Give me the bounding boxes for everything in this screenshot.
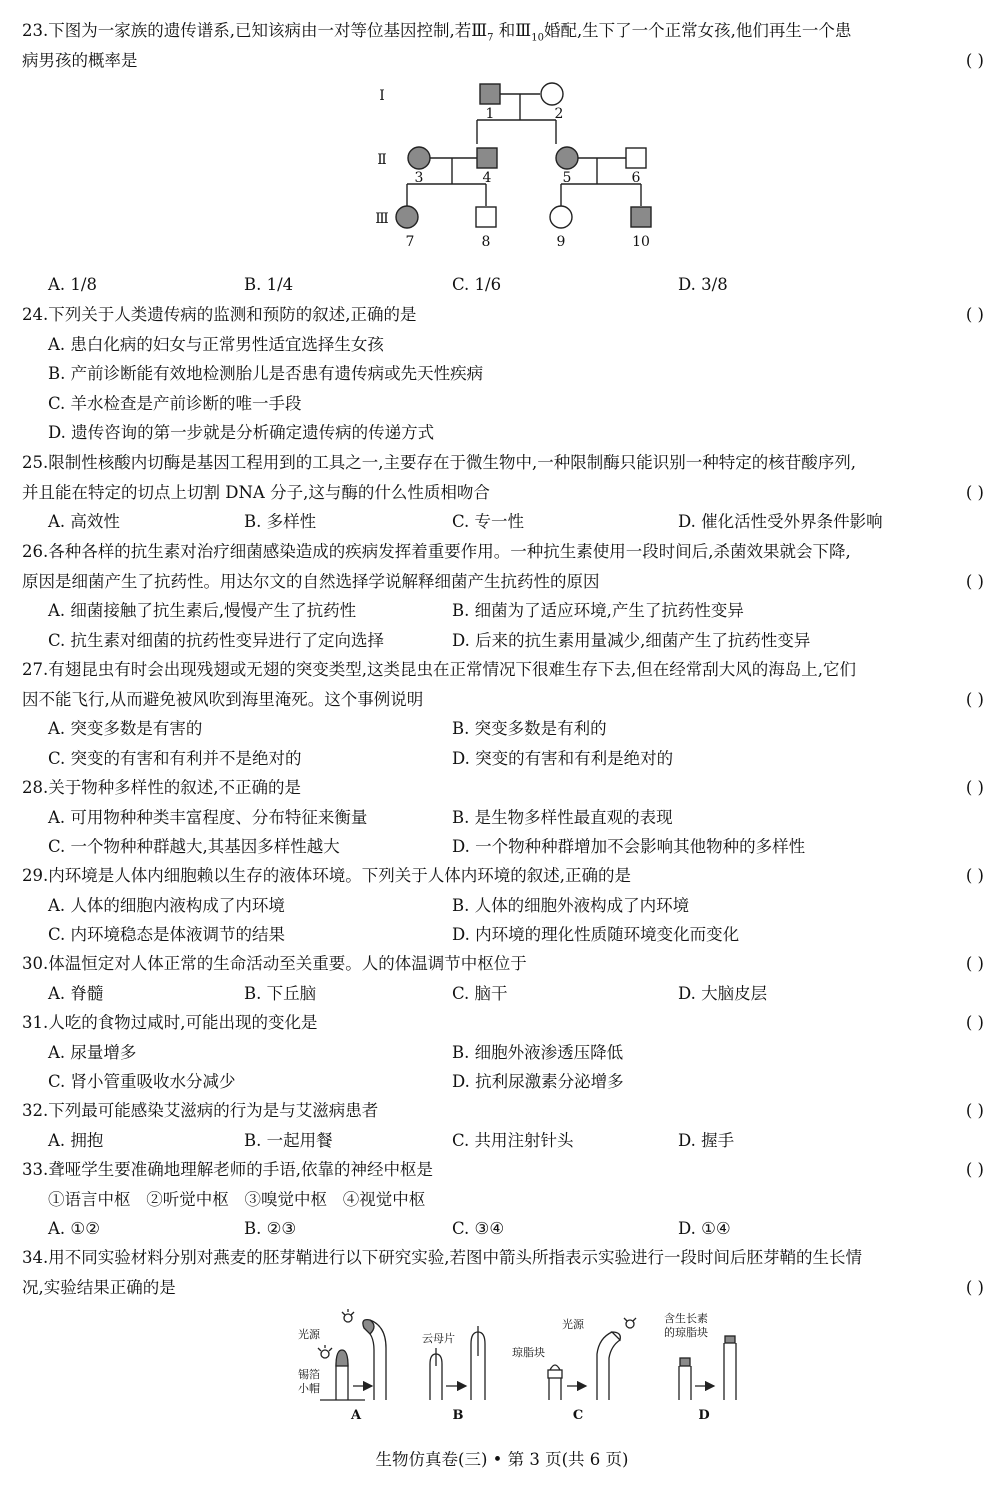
answer-paren: ( )	[965, 1101, 984, 1120]
question-24: 24.下列关于人类遗传病的监测和预防的叙述,正确的是 ( ) A. 患白化病的妇女与正常男性适宜选择生女孩 B. 产前诊断能有效地检测胎儿是否患有遗传病或先天性疾病 C. 羊水检查是产前诊断的唯一手段 D. 遗传咨询的第一步就是分析确定遗传病的传递方式	[22, 300, 984, 448]
question-25: 25.限制性核酸内切酶是基因工程用到的工具之一,主要存在于微生物中,一种限制酶只能识别一种特定的核苷酸序列, 并且能在特定的切点上切割 DNA 分子,这与酶的什么性质相吻合 ( ) A. 高效性 B. 多样性 C. 专一性 D. 催化活性受外界条件影响	[22, 448, 984, 537]
question-32: 32.下列最可能感染艾滋病的行为是与艾滋病患者 ( ) A. 拥抱 B. 一起用餐 C. 共用注射针头 D. 握手	[22, 1096, 984, 1155]
c-agar-label: 琼脂块	[512, 1346, 545, 1359]
option-c: C. 肾小管重吸收水分减少	[48, 1072, 236, 1091]
option-d: D. ①④	[678, 1219, 731, 1238]
option-a: A. 尿量增多	[48, 1042, 137, 1062]
option-c: C. 羊水检查是产前诊断的唯一手段	[48, 393, 302, 413]
question-29: 29.内环境是人体内细胞赖以生存的液体环境。下列关于人体内环境的叙述,正确的是 ( ) A. 人体的细胞内液构成了内环境 B. 人体的细胞外液构成了内环境 C. 内环境稳态是体液调节的结果 D. 内环境的理化性质随环境变化而变化	[22, 861, 984, 950]
option-a: A. 患白化病的妇女与正常男性适宜选择生女孩	[48, 334, 384, 354]
question-31: 31.人吃的食物过咸时,可能出现的变化是 ( ) A. 尿量增多 B. 细胞外液渗透压降低 C. 肾小管重吸收水分减少 D. 抗利尿激素分泌增多	[22, 1008, 984, 1097]
individual-3	[408, 147, 430, 169]
option-d: D. 遗传咨询的第一步就是分析确定遗传病的传递方式	[48, 423, 435, 442]
id-label: 8	[481, 234, 491, 250]
id-label: 1	[485, 106, 495, 122]
q23-stem-line1: 23.下图为一家族的遗传谱系,已知该病由一对等位基因控制,若$Ⅲ_7$ 和$Ⅲ_{10}$婚配,生下了一个正常女孩,他们再生一个患	[22, 21, 852, 44]
individual-4	[477, 148, 497, 168]
option-d: D. 催化活性受外界条件影响	[678, 512, 883, 531]
option-a: A. 细菌接触了抗生素后,慢慢产生了抗药性	[48, 601, 357, 620]
question-27: 27.有翅昆虫有时会出现残翅或无翅的突变类型,这类昆虫在正常情况下很难生存下去,但在经常刮大风的海岛上,它们 因不能飞行,从而避免被风吹到海里淹死。这个事例说明 ( ) A. 突变多数是有害的 B. 突变多数是有利的 C. 突变的有害和有利并不是绝对的 D. 突变的有害和有利是绝对的	[22, 655, 984, 773]
option-a: A. 突变多数是有害的	[48, 719, 203, 738]
option-c: C. ③④	[452, 1219, 505, 1238]
gen-label-1: Ⅰ	[379, 88, 385, 104]
experiment-d	[679, 1336, 736, 1400]
individual-1	[480, 84, 500, 104]
individual-6	[626, 148, 646, 168]
option-c: C. 脑干	[452, 983, 508, 1003]
option-b: B. ②③	[244, 1219, 297, 1238]
exam-title: 生物仿真卷(三)	[375, 1450, 488, 1469]
d-label-line1: 含生长素	[664, 1312, 708, 1325]
option-d: D. 抗利尿激素分泌增多	[452, 1072, 624, 1091]
option-a: A. 脊髓	[48, 983, 104, 1003]
option-b: B. 细胞外液渗透压降低	[452, 1042, 624, 1062]
figure-label-b: B	[452, 1408, 464, 1423]
answer-paren: ( )	[965, 571, 984, 591]
option-d: D. 握手	[678, 1130, 735, 1150]
option-b: B. 是生物多样性最直观的表现	[452, 807, 673, 827]
figure-label-c: C	[572, 1408, 584, 1423]
id-label: 7	[405, 234, 415, 250]
answer-paren: ( )	[965, 1160, 984, 1179]
option-d: D. 内环境的理化性质随环境变化而变化	[452, 925, 740, 944]
individual-2	[541, 83, 563, 105]
a-cap-label: 小帽	[298, 1382, 320, 1395]
option-a: A. 可用物种种类丰富程度、分布特征来衡量	[48, 807, 368, 827]
answer-paren: ( )	[965, 50, 984, 70]
option-c: C. 抗生素对细菌的抗药性变异进行了定向选择	[48, 630, 385, 650]
pedigree-chart	[360, 70, 680, 260]
footer-dot: •	[492, 1450, 503, 1469]
q33-items: ①语言中枢 ②听觉中枢 ③嗅觉中枢 ④视觉中枢	[48, 1189, 426, 1209]
option-b: B. 一起用餐	[244, 1130, 333, 1150]
id-label: 2	[554, 106, 564, 122]
id-label: 5	[562, 170, 572, 186]
option-b: B. 多样性	[244, 512, 317, 531]
option-b: B. 产前诊断能有效地检测胎儿是否患有遗传病或先天性疾病	[48, 364, 484, 383]
individual-7	[396, 206, 418, 228]
answer-paren: ( )	[965, 689, 984, 709]
b-mica-label: 云母片	[422, 1332, 455, 1345]
answer-paren: ( )	[965, 1277, 984, 1297]
id-label: 6	[631, 170, 641, 186]
question-23	[22, 16, 984, 75]
option-c: C. 专一性	[452, 512, 525, 531]
option-d: D. 一个物种种群增加不会影响其他物种的多样性	[452, 837, 806, 856]
coleoptile-experiment-figure	[290, 1304, 750, 1426]
answer-paren: ( )	[965, 1013, 984, 1032]
option-a: A. 人体的细胞内液构成了内环境	[48, 895, 285, 915]
answer-paren: ( )	[965, 305, 984, 324]
option-b: B. 人体的细胞外液构成了内环境	[452, 895, 690, 915]
option-b: B. 下丘脑	[244, 983, 317, 1003]
question-33: 33.聋哑学生要准确地理解老师的手语,依靠的神经中枢是 ( ) ①语言中枢 ②听觉中枢 ③嗅觉中枢 ④视觉中枢 A. ①② B. ②③ C. ③④ D. ①④	[22, 1155, 984, 1244]
gen-label-3: Ⅲ	[375, 211, 389, 227]
option-c: C. 内环境稳态是体液调节的结果	[48, 925, 286, 944]
option-c: C. 突变的有害和有利并不是绝对的	[48, 748, 302, 768]
answer-paren: ( )	[965, 778, 984, 797]
figure-label-d: D	[698, 1408, 710, 1423]
id-label: 4	[482, 170, 492, 186]
option-c: C. 1/6	[452, 275, 502, 294]
option-b: B. 突变多数是有利的	[452, 719, 607, 738]
individual-10	[631, 207, 651, 227]
option-d: D. 后来的抗生素用量减少,细菌产生了抗药性变异	[452, 630, 811, 650]
option-c: C. 一个物种种群越大,其基因多样性越大	[48, 837, 340, 856]
individual-9	[550, 206, 572, 228]
answer-paren: ( )	[965, 866, 984, 885]
answer-paren: ( )	[965, 482, 984, 502]
page-footer	[0, 1446, 1004, 1470]
option-b: B. 细菌为了适应环境,产生了抗药性变异	[452, 601, 744, 620]
option-a: A. 高效性	[48, 512, 120, 531]
option-a: A. 1/8	[48, 275, 97, 294]
a-foil-label: 锡箔	[298, 1368, 320, 1381]
question-34: 34.用不同实验材料分别对燕麦的胚芽鞘进行以下研究实验,若图中箭头所指表示实验进行一段时间后胚芽鞘的生长情 况,实验结果正确的是 ( )	[22, 1243, 984, 1302]
q23-options	[22, 270, 984, 300]
experiment-a	[318, 1309, 386, 1400]
question-28: 28.关于物种多样性的叙述,不正确的是 ( ) A. 可用物种种类丰富程度、分布特征来衡量 B. 是生物多样性最直观的表现 C. 一个物种种群越大,其基因多样性越大 D. 一个物种种群增加不会影响其他物种的多样性	[22, 773, 984, 862]
q23-stem-line2: 病男孩的概率是 ( )	[22, 46, 984, 76]
d-label-line2: 的琼脂块	[664, 1326, 708, 1339]
page-number: 第 3 页(共 6 页)	[507, 1450, 629, 1469]
option-a: A. 拥抱	[48, 1130, 104, 1150]
id-label: 9	[556, 234, 566, 250]
option-d: D. 突变的有害和有利是绝对的	[452, 748, 674, 768]
a-light-label: 光源	[298, 1328, 320, 1341]
gen-label-2: Ⅱ	[377, 152, 387, 168]
id-label: 10	[632, 234, 650, 250]
figure-label-a: A	[350, 1408, 362, 1423]
question-30: 30.体温恒定对人体正常的生命活动至关重要。人的体温调节中枢位于 ( ) A. 脊髓 B. 下丘脑 C. 脑干 D. 大脑皮层	[22, 949, 984, 1008]
c-light-label: 光源	[562, 1318, 584, 1331]
option-a: A. ①②	[48, 1219, 100, 1238]
individual-8	[476, 207, 496, 227]
id-label: 3	[414, 170, 424, 186]
option-d: D. 3/8	[678, 275, 728, 294]
option-c: C. 共用注射针头	[452, 1130, 574, 1150]
option-d: D. 大脑皮层	[678, 983, 768, 1003]
option-b: B. 1/4	[244, 275, 294, 294]
individual-5	[556, 147, 578, 169]
question-26: 26.各种各样的抗生素对治疗细菌感染造成的疾病发挥着重要作用。一种抗生素使用一段时间后,杀菌效果就会下降, 原因是细菌产生了抗药性。用达尔文的自然选择学说解释细菌产生抗药性的原因 ( ) A. 细菌接触了抗生素后,慢慢产生了抗药性 B. 细菌为了适应环境,产生了抗药性变异 C. 抗生素对细菌的抗药性变异进行了定向选择 D. 后来的抗生素用量减少,细菌产生了抗药性变异	[22, 537, 984, 655]
answer-paren: ( )	[965, 954, 984, 973]
